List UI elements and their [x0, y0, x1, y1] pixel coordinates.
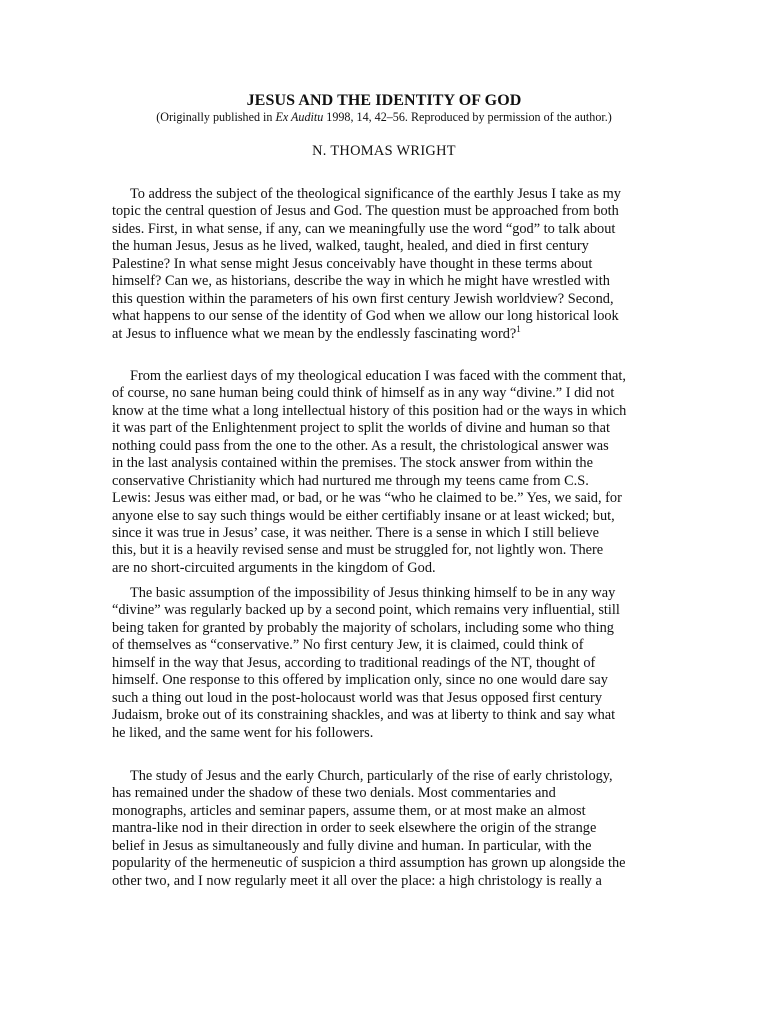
document-title: JESUS AND THE IDENTITY OF GOD — [246, 92, 522, 109]
paragraph-line: “divine” was regularly backed up by a second point, which remains very influential, still — [112, 602, 620, 619]
author-name: N. THOMAS WRIGHT — [312, 143, 456, 159]
publication-note-suffix: 1998, 14, 42–56. Reproduced by permission of the author.) — [323, 110, 612, 124]
paragraph-line: himself. One response to this offered by implication only, since no one would dare say — [112, 672, 608, 689]
paragraph-line: being taken for granted by probably the majority of scholars, including some who thing — [112, 619, 614, 636]
paragraph-line: topic the central question of Jesus and God. The question must be approached from both — [112, 203, 619, 220]
paragraph-2 — [112, 368, 656, 577]
paragraph-line: since it was true in Jesus’ case, it was neither. There is a sense in which I still believe — [112, 524, 600, 541]
paragraph-line: this question within the parameters of his own first century Jewish worldview? Second, — [112, 290, 614, 307]
paragraph-4 — [112, 768, 656, 890]
paragraph-line: From the earliest days of my theological education I was faced with the comment that, — [130, 368, 626, 384]
paragraph-line: of themselves as “conservative.” No first century Jew, it is claimed, could think of — [112, 637, 584, 654]
paragraph-line: such a thing out loud in the post-holocaust world was that Jesus opposed first century — [112, 689, 603, 706]
paragraph-line: are no short-circuited arguments in the kingdom of God. — [112, 559, 436, 576]
paragraph-line: sides. First, in what sense, if any, can we meaningfully use the word “god” to talk about — [112, 220, 616, 237]
paragraph-3 — [112, 585, 656, 742]
footnote-marker[interactable]: 1 — [516, 323, 521, 334]
paragraph-line: popularity of the hermeneutic of suspicion a third assumption has grown up alongside the — [112, 855, 626, 872]
paragraph-line: other two, and I now regularly meet it all over the place: a high christology is really a — [112, 872, 602, 889]
paragraph-line: it was part of the Enlightenment project to split the worlds of divine and human so that — [112, 420, 610, 437]
paragraph-line: anyone else to say such things would be either certifiably insane or at least wicked; but, — [112, 507, 615, 524]
paragraph-line: monographs, articles and seminar papers, assume them, or at most make an almost — [112, 802, 586, 819]
paragraph-line: The basic assumption of the impossibility of Jesus thinking himself to be in any way — [130, 585, 616, 601]
paragraph-line: mantra-like nod in their direction in order to seek elsewhere the origin of the strange — [112, 820, 597, 837]
paragraph-line: Lewis: Jesus was either mad, or bad, or he was “who he claimed to be.” Yes, we said, for — [112, 490, 622, 507]
paragraph-line: nothing could pass from the one to the other. As a result, the christological answer was — [112, 437, 609, 454]
paragraph-line: of course, no sane human being could think of himself as in any way “divine.” I did not — [112, 385, 615, 402]
paragraph-line: himself? Can we, as historians, describe the way in which he might have wrestled with — [112, 273, 610, 290]
paragraph-1 — [112, 186, 656, 343]
publication-note-prefix: (Originally published in — [156, 110, 276, 124]
paragraph-line: what happens to our sense of the identity of God when we allow our long historical look — [112, 308, 619, 325]
paragraph-line: he liked, and the same went for his followers. — [112, 724, 374, 741]
paragraph-line: Palestine? In what sense might Jesus conceivably have thought in these terms about — [112, 255, 593, 272]
paragraph-line: The study of Jesus and the early Church, particularly of the rise of early christology, — [130, 768, 613, 784]
paragraph-line: himself in the way that Jesus, according to traditional readings of the NT, thought of — [112, 654, 596, 671]
paragraph-line: Judaism, broke out of its constraining shackles, and was at liberty to think and say what — [112, 707, 616, 724]
paragraph-line: at Jesus to influence what we mean by the endlessly fascinating word?$^1$ — [112, 323, 521, 342]
paragraph-line: has remained under the shadow of these two denials. Most commentaries and — [112, 785, 556, 802]
paragraph-line: conservative Christianity which had nurtured me through my teens came from C.S. — [112, 472, 589, 489]
paragraph-line: the human Jesus, Jesus as he lived, walked, taught, healed, and died in first century — [112, 238, 589, 255]
publication-note — [0, 110, 768, 125]
paragraph-line: in the last analysis contained within the premises. The stock answer from within the — [112, 455, 593, 472]
paragraph-line: know at the time what a long intellectual history of this position had or the ways in which — [112, 402, 627, 419]
paragraph-line: To address the subject of the theological significance of the earthly Jesus I take as my — [130, 186, 621, 202]
paragraph-line: this, but it is a heavily revised sense and must be struggled for, not lightly won. There — [112, 542, 604, 559]
paragraph-line: belief in Jesus as simultaneously and fully divine and human. In particular, with the — [112, 837, 592, 854]
journal-name: Ex Auditu — [275, 110, 324, 124]
